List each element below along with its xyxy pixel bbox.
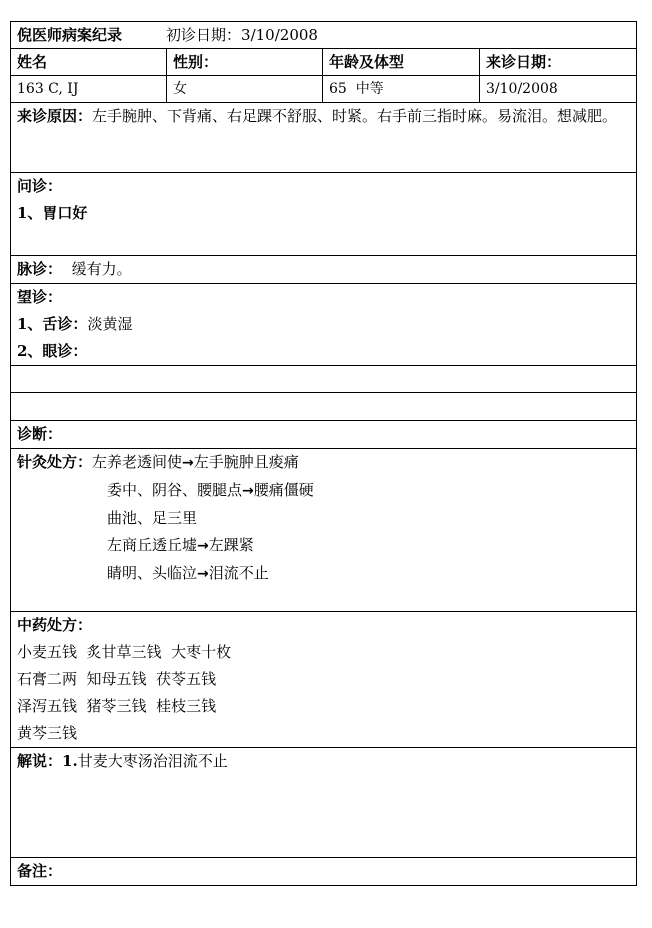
inquiry-item: 1、胃口好 — [17, 204, 88, 222]
herbal-label: 中药处方： — [17, 616, 93, 634]
visit-date: 3/10/2008 — [480, 76, 637, 103]
first-visit-date: 3/10/2008 — [241, 26, 318, 44]
notes-section — [11, 858, 637, 886]
acupuncture-points: 委中、阴谷、腰腿点 — [107, 481, 243, 499]
acupuncture-points: 睛明、头临泣 — [107, 564, 198, 582]
case-record-sheet — [10, 21, 636, 886]
pulse-text: 缓有力。 — [71, 260, 132, 278]
explanation-text: 甘麦大枣汤治泪流不止 — [77, 752, 228, 770]
herbal-line: 泽泻五钱 猪苓三钱 桂枝三钱 — [17, 697, 217, 715]
reason-section — [11, 103, 637, 173]
blank-row — [11, 393, 637, 421]
arrow-right-icon: → — [197, 566, 209, 582]
explanation-label: 解说： — [17, 752, 63, 770]
diagnosis-section — [11, 421, 637, 449]
acupuncture-section — [11, 449, 637, 612]
case-record-table — [10, 21, 637, 886]
herbal-line: 小麦五钱 炙甘草三钱 大枣十枚 — [17, 643, 232, 661]
patient-age-build — [323, 76, 480, 103]
arrow-right-icon: → — [242, 483, 254, 499]
acupuncture-target: 腰痛僵硬 — [253, 481, 314, 499]
herbal-line: 石膏二两 知母五钱 茯苓五钱 — [17, 670, 217, 688]
reason-text: 左手腕肿、下背痛、右足踝不舒服、时紧。右手前三指时麻。易流泪。想减肥。 — [92, 107, 618, 125]
acupuncture-target: 左踝紧 — [208, 536, 254, 554]
gender-label: 性别： — [167, 49, 323, 76]
patient-build: 中等 — [355, 81, 384, 97]
diagnosis-label: 诊断： — [17, 425, 63, 443]
blank-row — [11, 366, 637, 393]
explanation-number: 1. — [62, 752, 78, 770]
notes-label: 备注： — [17, 862, 63, 880]
pulse-label: 脉诊： — [17, 260, 63, 278]
patient-gender: 女 — [167, 76, 323, 103]
age-label: 年龄及体型 — [323, 49, 480, 76]
first-visit-label: 初诊日期： — [166, 26, 242, 44]
inquiry-label: 问诊： — [17, 177, 63, 195]
patient-age: 65 — [329, 81, 347, 97]
acupuncture-points: 左商丘透丘墟 — [107, 536, 198, 554]
acupuncture-label: 针灸处方： — [17, 453, 93, 471]
herbal-line: 黄芩三钱 — [17, 724, 78, 742]
tongue-text: 淡黄湿 — [87, 315, 133, 333]
acupuncture-target: 泪流不止 — [208, 564, 269, 582]
acupuncture-points: 左养老透间使 — [92, 453, 183, 471]
eye-label: 2、眼诊： — [17, 342, 88, 360]
acupuncture-points: 曲池、足三里 — [107, 509, 198, 527]
inquiry-section — [11, 173, 637, 256]
herbal-section — [11, 612, 637, 748]
arrow-right-icon: → — [182, 455, 194, 471]
record-title: 倪医师病案纪录 — [17, 26, 123, 44]
explanation-section — [11, 748, 637, 858]
patient-name: 163 C, IJ — [11, 76, 167, 103]
acupuncture-target: 左手腕肿且痠痛 — [193, 453, 299, 471]
name-label: 姓名 — [11, 49, 167, 76]
tongue-label: 1、舌诊： — [17, 315, 88, 333]
record-header — [11, 22, 637, 49]
observation-label: 望诊： — [17, 288, 63, 306]
pulse-section — [11, 256, 637, 284]
observation-section — [11, 284, 637, 366]
arrow-right-icon: → — [197, 538, 209, 554]
reason-label: 来诊原因： — [17, 107, 93, 125]
visit-date-label: 来诊日期： — [480, 49, 637, 76]
